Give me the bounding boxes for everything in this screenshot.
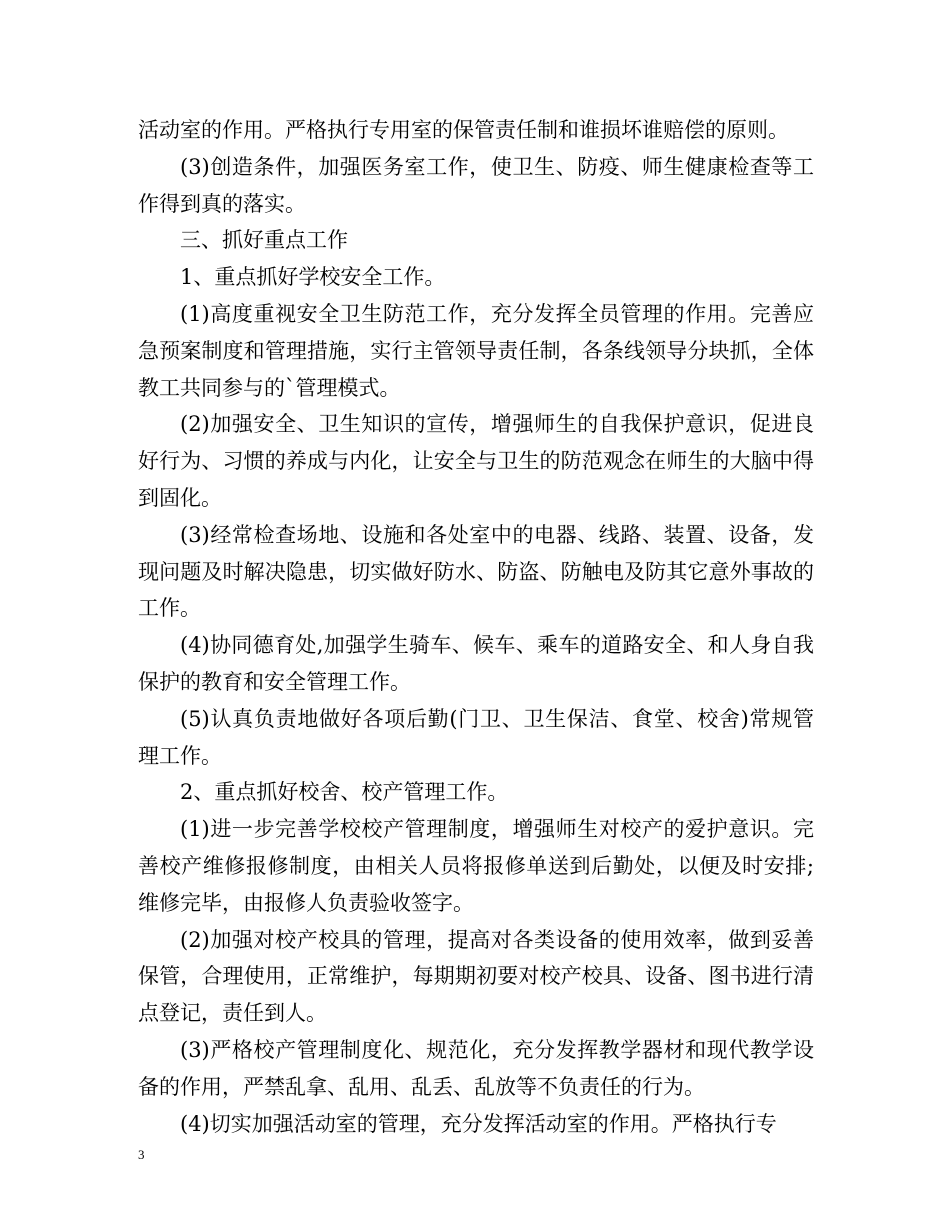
paragraph: 活动室的作用。严格执行专用室的保管责任制和谁损坏谁赔偿的原则。 (138, 118, 789, 142)
paragraph: (4)协同德育处,加强学生骑车、候车、乘车的道路安全、和人身自我保护的教育和安全管理工作。 (138, 633, 814, 694)
paragraph: (3)严格校产管理制度化、规范化，充分发挥教学器材和现代教学设备的作用，严禁乱拿、乱用、乱丢、乱放等不负责任的行为。 (138, 1037, 814, 1099)
paragraph: 三、抓好重点工作 (180, 228, 348, 253)
paragraph: (2)加强对校产校具的管理，提高对各类设备的使用效率，做到妥善保管，合理使用，正常维护，每期期初要对校产校具、设备、图书进行清点登记，责任到人。 (138, 927, 814, 1026)
paragraph: (5)认真负责地做好各项后勤(门卫、卫生保洁、食堂、校舍)常规管理工作。 (138, 706, 814, 768)
document-body (138, 112, 814, 1142)
paragraph: 2、重点抓好校舍、校产管理工作。 (180, 780, 509, 805)
paragraph: (3)经常检查场地、设施和各处室中的电器、线路、装置、设备，发现问题及时解决隐患，切实做好防水、防盗、防触电及防其它意外事故的工作。 (138, 522, 814, 621)
paragraph: 1、重点抓好学校安全工作。 (180, 265, 446, 290)
paragraph: (3)创造条件，加强医务室工作，使卫生、防疫、师生健康检查等工作得到真的落实。 (138, 154, 814, 216)
paragraph: (2)加强安全、卫生知识的宣传，增强师生的自我保护意识，促进良好行为、习惯的养成与内化，让安全与卫生的防范观念在师生的大脑中得到固化。 (138, 412, 814, 510)
page-number: 3 (138, 1147, 145, 1162)
paragraph: (4)切实加强活动室的管理，充分发挥活动室的作用。严格执行专 (180, 1111, 777, 1136)
paragraph: (1)高度重视安全卫生防范工作，充分发挥全员管理的作用。完善应急预案制度和管理措施，实行主管领导责任制，各条线领导分块抓，全体教工共同参与的`管理模式。 (138, 301, 814, 400)
paragraph: (1)进一步完善学校校产管理制度，增强师生对校产的爱护意识。完善校产维修报修制度，由相关人员将报修单送到后勤处，以便及时安排;维修完毕，由报修人负责验收签字。 (138, 817, 814, 915)
